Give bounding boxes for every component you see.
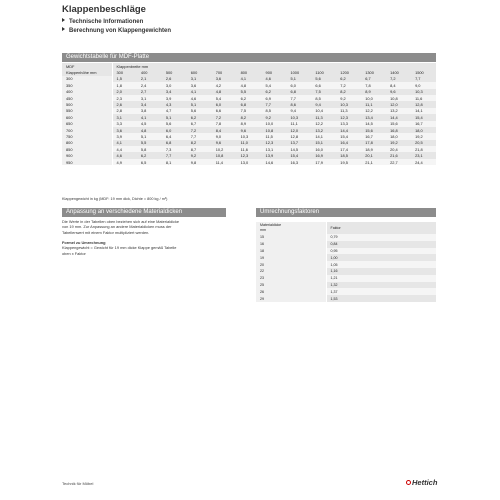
weight-cell: 14,4 — [336, 127, 361, 133]
table-header-row — [256, 222, 436, 234]
weight-cell: 4,1 — [187, 89, 212, 95]
weight-cell: 10,8 — [386, 95, 411, 101]
weight-cell: 4,2 — [212, 82, 237, 88]
height-cell: 850 — [62, 146, 112, 152]
weight-cell: 19,2 — [386, 140, 411, 146]
weight-cell: 10,2 — [212, 146, 237, 152]
thickness-cell: 26 — [256, 288, 326, 295]
weight-cell: 7,2 — [386, 76, 411, 82]
weight-cell: 15,4 — [286, 152, 311, 158]
weight-cell: 8,4 — [386, 82, 411, 88]
table-row — [256, 288, 436, 295]
weight-cell: 9,4 — [286, 108, 311, 114]
weight-cell: 3,3 — [112, 121, 137, 127]
factors-heading: Umrechnungsfaktoren — [256, 208, 436, 217]
factor-cell: 1,53 — [326, 295, 436, 302]
weight-cell: 11,0 — [237, 140, 262, 146]
text-line: oben x Faktor — [62, 250, 86, 256]
weight-cell: 5,5 — [237, 89, 262, 95]
weight-cell: 13,4 — [361, 114, 386, 120]
weight-cell: 13,3 — [336, 121, 361, 127]
weight-cell: 8,9 — [237, 121, 262, 127]
weight-cell: 16,8 — [386, 127, 411, 133]
height-cell: 750 — [62, 133, 112, 139]
weight-cell: 5,1 — [286, 76, 311, 82]
weight-cell: 9,6 — [386, 89, 411, 95]
table-row — [256, 234, 436, 241]
factor-cell: 0,84 — [326, 241, 436, 248]
weight-cell: 9,6 — [237, 127, 262, 133]
weight-cell: 20,4 — [386, 146, 411, 152]
weight-cell: 5,1 — [137, 133, 162, 139]
weight-cell: 4,9 — [112, 159, 137, 165]
weight-cell: 19,2 — [411, 133, 436, 139]
height-cell: 950 — [62, 159, 112, 165]
weight-cell: 12,8 — [411, 101, 436, 107]
thickness-cell: 25 — [256, 282, 326, 289]
text-line: Klappengewicht = Gewicht für 19 mm dicke Klappe gemäß Tabelle — [62, 245, 177, 251]
factor-cell: 0,95 — [326, 248, 436, 255]
weight-table-heading: Gewichtstabelle für MDF-Platte — [62, 53, 436, 62]
weight-cell: 6,8 — [286, 89, 311, 95]
weight-cell: 5,6 — [162, 121, 187, 127]
weight-cell: 10,8 — [212, 152, 237, 158]
formula-block — [62, 240, 226, 256]
weight-cell: 10,0 — [262, 121, 287, 127]
weight-cell: 7,2 — [212, 114, 237, 120]
weight-cell: 1,8 — [112, 82, 137, 88]
weight-cell: 8,9 — [361, 89, 386, 95]
thickness-cell: 16 — [256, 241, 326, 248]
height-cell: 700 — [62, 127, 112, 133]
weight-cell: 7,8 — [212, 121, 237, 127]
weight-cell: 8,2 — [237, 114, 262, 120]
factor-cell: 1,32 — [326, 282, 436, 289]
brand-name: Hettich — [412, 478, 438, 487]
weight-cell: 12,2 — [361, 108, 386, 114]
text-line: von 19 mm. Zur Anpassung an andere Materialdicken muss der — [62, 224, 172, 230]
weight-cell: 18,5 — [336, 152, 361, 158]
weight-cell: 4,8 — [212, 89, 237, 95]
table-row — [256, 282, 436, 289]
weight-cell: 6,2 — [187, 114, 212, 120]
weight-cell: 6,7 — [361, 76, 386, 82]
weight-cell: 14,5 — [361, 121, 386, 127]
weight-cell: 8,5 — [262, 108, 287, 114]
weight-cell: 17,9 — [311, 159, 336, 165]
subtitle-calculation — [62, 27, 171, 34]
height-cell: 550 — [62, 108, 112, 114]
weight-cell: 7,2 — [187, 127, 212, 133]
weight-cell: 4,8 — [237, 82, 262, 88]
weight-cell: 17,4 — [336, 146, 361, 152]
weight-cell: 9,4 — [311, 101, 336, 107]
weight-cell: 7,2 — [336, 82, 361, 88]
weight-cell: 13,0 — [237, 159, 262, 165]
thickness-cell: 23 — [256, 275, 326, 282]
factor-cell: 1,05 — [326, 261, 436, 268]
factor-cell: 1,37 — [326, 288, 436, 295]
weight-cell: 12,3 — [237, 152, 262, 158]
width-header-cell: 1300 — [361, 69, 386, 75]
weight-cell: 5,1 — [162, 114, 187, 120]
height-cell: 900 — [62, 152, 112, 158]
width-header-cell: 1200 — [336, 69, 361, 75]
weight-cell: 14,4 — [386, 114, 411, 120]
weight-cell: 9,2 — [336, 95, 361, 101]
weight-cell: 11,3 — [311, 114, 336, 120]
weight-cell: 4,1 — [237, 76, 262, 82]
weight-cell: 15,4 — [411, 114, 436, 120]
weight-cell: 5,4 — [262, 82, 287, 88]
weight-cell: 24,4 — [411, 159, 436, 165]
weight-cell: 21,1 — [361, 159, 386, 165]
height-cell: 450 — [62, 95, 112, 101]
weight-cell: 4,5 — [137, 121, 162, 127]
subtitle-text: Berechnung von Klappengewichten — [69, 28, 172, 34]
weight-cell: 22,7 — [386, 159, 411, 165]
width-header-cell: 1000 — [286, 69, 311, 75]
weight-cell: 10,0 — [361, 95, 386, 101]
weight-cell: 5,8 — [137, 146, 162, 152]
weight-cell: 15,1 — [311, 140, 336, 146]
weight-cell: 10,3 — [411, 89, 436, 95]
weight-cell: 14,1 — [311, 133, 336, 139]
footer-text: Technik für Möbel — [62, 481, 94, 486]
weight-cell: 15,4 — [336, 133, 361, 139]
height-cell: 800 — [62, 140, 112, 146]
weight-cell: 7,7 — [411, 76, 436, 82]
weight-cell: 9,2 — [262, 114, 287, 120]
triangle-bullet-icon — [62, 18, 65, 22]
width-header-label: Klappenbreite mm — [112, 63, 436, 69]
weight-cell: 6,2 — [237, 95, 262, 101]
weight-cell: 3,1 — [137, 95, 162, 101]
thickness-header — [256, 222, 326, 234]
weight-cell: 14,6 — [262, 159, 287, 165]
weight-cell: 5,6 — [311, 76, 336, 82]
height-cell: 600 — [62, 114, 112, 120]
weight-cell: 8,6 — [286, 101, 311, 107]
weight-cell: 4,1 — [112, 140, 137, 146]
weight-cell: 20,1 — [361, 152, 386, 158]
weight-cell: 8,7 — [187, 146, 212, 152]
factor-header: Faktor — [326, 222, 436, 234]
weight-cell: 3,4 — [162, 89, 187, 95]
weight-cell: 1,5 — [112, 76, 137, 82]
weight-table — [62, 63, 436, 165]
weight-cell: 2,8 — [112, 108, 137, 114]
weight-table-footnote: Klappengewicht in kg (MDF: 19 mm dick, Dichte = 800 kg / m³) — [62, 197, 168, 201]
weight-cell: 16,7 — [361, 133, 386, 139]
weight-cell: 7,7 — [286, 95, 311, 101]
table-row — [62, 159, 436, 165]
weight-cell: 5,1 — [187, 101, 212, 107]
logo-ring-icon — [406, 480, 411, 485]
weight-cell: 8,1 — [162, 159, 187, 165]
weight-cell: 3,1 — [187, 76, 212, 82]
weight-cell: 12,3 — [262, 140, 287, 146]
height-cell: 650 — [62, 121, 112, 127]
weight-cell: 2,7 — [137, 89, 162, 95]
weight-cell: 7,5 — [237, 108, 262, 114]
weight-cell: 6,0 — [212, 101, 237, 107]
weight-cell: 11,1 — [286, 121, 311, 127]
subtitle-technical-info — [62, 18, 143, 25]
thickness-cell: 19 — [256, 254, 326, 261]
thickness-cell: 15 — [256, 234, 326, 241]
weight-cell: 10,3 — [286, 114, 311, 120]
width-header-cell: 300 — [112, 69, 137, 75]
weight-cell: 2,3 — [112, 95, 137, 101]
weight-cell: 6,7 — [187, 121, 212, 127]
table-row — [256, 248, 436, 255]
weight-cell: 3,9 — [162, 95, 187, 101]
table-row — [256, 275, 436, 282]
weight-cell: 6,0 — [286, 82, 311, 88]
weight-cell: 13,1 — [262, 146, 287, 152]
weight-cell: 10,3 — [336, 101, 361, 107]
weight-cell: 2,1 — [137, 76, 162, 82]
weight-cell: 6,6 — [212, 108, 237, 114]
weight-cell: 11,6 — [237, 146, 262, 152]
weight-cell: 9,6 — [212, 140, 237, 146]
weight-cell: 3,6 — [187, 82, 212, 88]
factor-table — [256, 222, 436, 302]
weight-cell: 9,2 — [187, 152, 212, 158]
weight-cell: 16,9 — [311, 152, 336, 158]
weight-cell: 9,0 — [212, 133, 237, 139]
weight-cell: 5,4 — [212, 95, 237, 101]
weight-cell: 11,4 — [212, 159, 237, 165]
weight-cell: 4,6 — [262, 76, 287, 82]
weight-cell: 7,7 — [187, 133, 212, 139]
height-header-label: Klappenhöhe mm — [62, 69, 112, 75]
weight-cell: 7,3 — [162, 146, 187, 152]
weight-cell: 18,9 — [361, 146, 386, 152]
width-header-cell: 900 — [262, 69, 287, 75]
width-header-cell: 800 — [237, 69, 262, 75]
weight-cell: 10,4 — [311, 108, 336, 114]
weight-cell: 15,6 — [386, 121, 411, 127]
factor-cell: 1,00 — [326, 254, 436, 261]
weight-cell: 12,2 — [311, 121, 336, 127]
weight-cell: 19,5 — [336, 159, 361, 165]
weight-cell: 16,4 — [336, 140, 361, 146]
weight-cell: 8,4 — [212, 127, 237, 133]
weight-cell: 14,1 — [411, 108, 436, 114]
subtitle-text: Technische Informationen — [69, 19, 144, 25]
weight-cell: 4,6 — [187, 95, 212, 101]
thickness-cell: 20 — [256, 261, 326, 268]
thickness-cell: 29 — [256, 295, 326, 302]
weight-cell: 6,0 — [162, 127, 187, 133]
weight-cell: 2,0 — [112, 89, 137, 95]
weight-cell: 4,7 — [162, 108, 187, 114]
weight-cell: 14,5 — [286, 146, 311, 152]
table-row — [256, 261, 436, 268]
weight-cell: 12,0 — [386, 101, 411, 107]
materials-intro — [62, 219, 226, 235]
weight-cell: 13,2 — [386, 108, 411, 114]
height-cell: 350 — [62, 82, 112, 88]
weight-cell: 11,5 — [262, 133, 287, 139]
weight-cell: 6,9 — [262, 95, 287, 101]
page-title: Klappenbeschläge — [62, 4, 146, 15]
weight-cell: 3,4 — [137, 101, 162, 107]
weight-cell: 5,6 — [187, 108, 212, 114]
width-header-cell: 1400 — [386, 69, 411, 75]
weight-cell: 4,3 — [162, 101, 187, 107]
table-corner-label: MDF — [62, 63, 112, 69]
factor-cell: 0,79 — [326, 234, 436, 241]
weight-cell: 10,8 — [262, 127, 287, 133]
factor-cell: 1,16 — [326, 268, 436, 275]
weight-cell: 6,5 — [137, 159, 162, 165]
weight-cell: 2,4 — [137, 82, 162, 88]
weight-cell: 5,5 — [137, 140, 162, 146]
weight-cell: 2,6 — [112, 101, 137, 107]
weight-cell: 21,8 — [411, 146, 436, 152]
thickness-cell: 18 — [256, 248, 326, 255]
height-cell: 300 — [62, 76, 112, 82]
width-header-cell: 1100 — [311, 69, 336, 75]
weight-cell: 20,5 — [411, 140, 436, 146]
weight-cell: 9,0 — [411, 82, 436, 88]
weight-cell: 7,7 — [162, 152, 187, 158]
weight-cell: 23,1 — [411, 152, 436, 158]
weight-cell: 16,7 — [411, 121, 436, 127]
weight-cell: 11,6 — [411, 95, 436, 101]
height-cell: 500 — [62, 101, 112, 107]
weight-cell: 6,2 — [137, 152, 162, 158]
text-line: Die Werte in der Tabellen oben beziehen sich auf eine Materialdicke — [62, 219, 180, 224]
triangle-bullet-icon — [62, 27, 65, 31]
weight-cell: 13,7 — [286, 140, 311, 146]
table-row — [256, 254, 436, 261]
weight-cell: 11,1 — [361, 101, 386, 107]
weight-cell: 12,3 — [336, 114, 361, 120]
width-header-cell: 700 — [212, 69, 237, 75]
weight-cell: 4,6 — [112, 152, 137, 158]
weight-cell: 11,3 — [336, 108, 361, 114]
weight-cell: 8,2 — [187, 140, 212, 146]
weight-cell: 9,8 — [187, 159, 212, 165]
weight-cell: 7,8 — [361, 82, 386, 88]
width-header-cell: 500 — [162, 69, 187, 75]
weight-cell: 10,3 — [237, 133, 262, 139]
table-row — [256, 268, 436, 275]
weight-cell: 6,4 — [162, 133, 187, 139]
weight-cell: 3,8 — [137, 108, 162, 114]
weight-cell: 8,2 — [336, 89, 361, 95]
header-line: Materialdicke — [260, 223, 282, 228]
weight-cell: 18,0 — [411, 127, 436, 133]
formula-title: Formel zu Umrechnung — [62, 240, 106, 245]
weight-cell: 3,1 — [112, 114, 137, 120]
weight-cell: 4,1 — [137, 114, 162, 120]
width-header-cell: 400 — [137, 69, 162, 75]
thickness-cell: 22 — [256, 268, 326, 275]
weight-cell: 7,7 — [262, 101, 287, 107]
weight-cell: 3,6 — [112, 127, 137, 133]
factor-cell: 1,21 — [326, 275, 436, 282]
weight-cell: 6,8 — [162, 140, 187, 146]
weight-cell: 15,6 — [361, 127, 386, 133]
weight-cell: 21,6 — [386, 152, 411, 158]
weight-cell: 6,2 — [336, 76, 361, 82]
weight-cell: 6,8 — [237, 101, 262, 107]
weight-cell: 4,8 — [137, 127, 162, 133]
brand-logo — [406, 478, 437, 487]
weight-cell: 16,0 — [311, 146, 336, 152]
weight-cell: 12,8 — [286, 133, 311, 139]
weight-cell: 6,6 — [311, 82, 336, 88]
weight-cell: 3,0 — [162, 82, 187, 88]
weight-cell: 17,8 — [361, 140, 386, 146]
weight-cell: 18,0 — [386, 133, 411, 139]
table-row — [256, 241, 436, 248]
weight-cell: 12,0 — [286, 127, 311, 133]
weight-cell: 4,4 — [112, 146, 137, 152]
weight-cell: 16,3 — [286, 159, 311, 165]
materials-heading: Anpassung an verschiedene Materialdicken — [62, 208, 226, 217]
weight-cell: 2,6 — [162, 76, 187, 82]
width-header-cell: 1500 — [411, 69, 436, 75]
header-line: mm — [260, 228, 266, 232]
weight-cell: 3,9 — [112, 133, 137, 139]
weight-cell: 3,6 — [212, 76, 237, 82]
weight-cell: 7,5 — [311, 89, 336, 95]
weight-cell: 13,2 — [311, 127, 336, 133]
text-line: Tabellenwert mit einem Faktor multipliziert werden. — [62, 229, 150, 235]
weight-cell: 8,5 — [311, 95, 336, 101]
table-row — [256, 295, 436, 302]
weight-cell: 6,2 — [262, 89, 287, 95]
height-cell: 400 — [62, 89, 112, 95]
width-header-cell: 600 — [187, 69, 212, 75]
weight-cell: 13,9 — [262, 152, 287, 158]
